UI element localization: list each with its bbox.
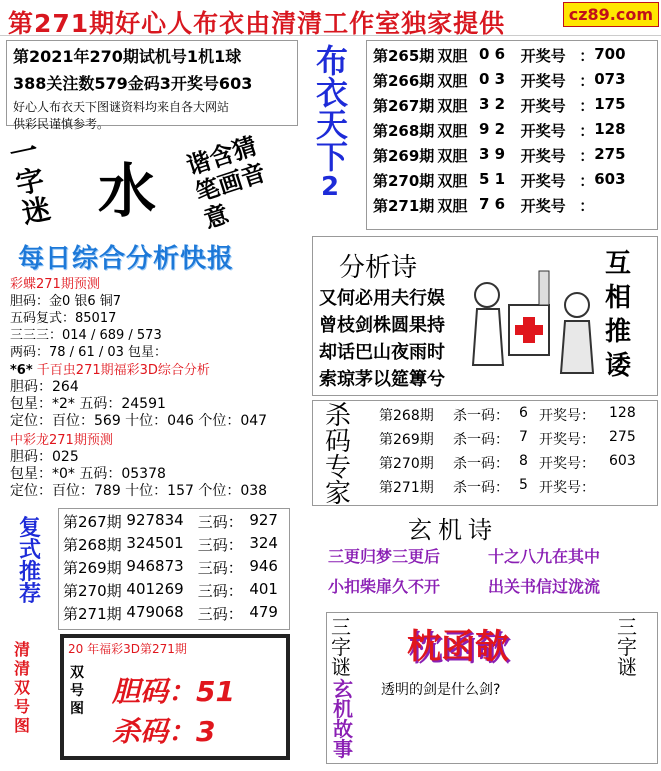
history-digits: 0 3 (478, 70, 506, 88)
shuanghao-box (60, 634, 290, 760)
kill-row (379, 453, 657, 477)
history-result: 603 (594, 170, 626, 188)
caidie-line3: 三三三：014 / 689 / 573 (10, 328, 162, 343)
history-row (373, 120, 651, 145)
history-digits: 7 6 (478, 195, 506, 213)
history-type: 双胆 (437, 147, 468, 165)
xuanji-title: 玄机诗 (408, 516, 498, 544)
kill-row (379, 405, 657, 429)
fushi-label: 三码： (197, 582, 243, 600)
intro-line4: 供彩民谨慎参考。 (13, 117, 110, 131)
kill-result: 128 (609, 405, 636, 421)
site-watermark[interactable]: cz89.com (563, 2, 659, 27)
poem-line-4: 索琼茅以筵篿兮 (319, 369, 445, 390)
kill-row (379, 477, 657, 501)
qianbaichong-head: 千百虫271期福彩3D综合分析 (36, 363, 210, 378)
kill-rows (379, 405, 657, 501)
poem-line-1: 又何必用夫行娱 (319, 288, 445, 309)
fushi-row (63, 603, 285, 626)
xuanji-story: 玄机故事 (333, 677, 353, 761)
fushi-period: 第267期 (63, 513, 122, 531)
kill-kill: 杀一码： (453, 408, 509, 424)
kill-period: 第270期 (379, 456, 434, 472)
sanzimi-left: 三字谜 (331, 615, 351, 679)
kill-label: 开奖号： (539, 408, 595, 424)
kill-kill: 杀一码： (453, 480, 509, 496)
kill-result (609, 477, 649, 501)
qianbaichong-section (10, 362, 320, 430)
fushi-value: 946 (249, 557, 278, 575)
history-label: 开奖号 (520, 172, 566, 190)
poem-side-text: 互相推诿 (605, 249, 632, 381)
history-row (373, 70, 651, 95)
fushi-row (63, 557, 285, 580)
caidie-line4: 两码：78 / 61 / 03 包星： (10, 345, 168, 360)
kill-label: 杀码专家 (325, 401, 352, 509)
buyi-text: 布衣天下 (311, 44, 349, 172)
fushi-code: 401269 (126, 580, 184, 598)
fushi-label: 三码： (197, 605, 243, 623)
poem-line-2: 曾枝剑株圆果持 (319, 315, 445, 336)
fushi-label: 三码： (197, 513, 243, 531)
kill-digit: 8 (519, 453, 528, 469)
kill-label: 开奖号： (539, 432, 595, 448)
qianbaichong-line1: 胆码：264 (10, 379, 79, 395)
history-type: 双胆 (437, 197, 468, 215)
colon: ： (579, 47, 595, 65)
fushi-row (63, 534, 285, 557)
one-word-riddle-label: 一字迷 (6, 133, 54, 231)
intro-line1: 第2021年270期试机号1机1球 (13, 47, 242, 66)
history-digits: 3 9 (478, 145, 506, 163)
caidie-head: 彩蝶271期预测 (10, 277, 100, 292)
history-period: 第270期 (373, 172, 435, 190)
history-period: 第266期 (373, 72, 435, 90)
zhongcailong-head: 中彩龙271期预测 (10, 433, 113, 448)
history-period: 第267期 (373, 97, 435, 115)
fushi-code: 479068 (126, 603, 184, 621)
fushi-period: 第269期 (63, 559, 122, 577)
intro-line3: 好心人布衣天下图谜资料均来自各大网站 (13, 100, 230, 114)
zhongcailong-section (10, 432, 320, 500)
history-digits: 9 2 (478, 120, 506, 138)
kill-digit: 7 (519, 429, 528, 445)
qianbaichong-line2: 包星：*2* 五码：24591 (10, 396, 166, 412)
history-label: 开奖号 (520, 197, 566, 215)
fushi-value: 479 (249, 603, 278, 621)
caidie-line5: *6* (10, 363, 33, 378)
history-row (373, 170, 651, 195)
fushi-code: 927834 (126, 511, 184, 529)
history-table (366, 40, 658, 230)
qianbaichong-line3: 定位：百位：569 十位：046 个位：047 (10, 413, 268, 429)
fushi-value: 401 (249, 580, 278, 598)
history-result (594, 195, 651, 220)
xuanji-line2b: 出关书信过泷流 (488, 577, 601, 596)
history-result: 128 (594, 120, 626, 138)
kill-digit: 5 (519, 477, 528, 493)
shuanghao-dan: 胆码：51 (112, 675, 235, 708)
fushi-period: 第271期 (63, 605, 122, 623)
buyi-number: 2 (320, 172, 340, 202)
history-result: 175 (594, 95, 626, 113)
history-row (373, 195, 651, 220)
history-row (373, 45, 651, 70)
caidie-line1: 胆码：金0 银6 铜7 (10, 294, 122, 309)
fushi-value: 927 (249, 511, 278, 529)
fushi-period: 第270期 (63, 582, 122, 600)
intro-box (6, 40, 298, 131)
fushi-row (63, 511, 285, 534)
buyi-vertical (302, 44, 358, 224)
history-row (373, 145, 651, 170)
poem-box (312, 236, 658, 396)
kill-kill: 杀一码： (453, 432, 509, 448)
xuanji-line1a: 三更归梦三更后 (328, 547, 441, 566)
zhongcailong-line1: 胆码：025 (10, 449, 79, 465)
history-type: 双胆 (437, 97, 468, 115)
history-result: 073 (594, 70, 626, 88)
zhongcailong-line3: 定位：百位：789 十位：157 个位：038 (10, 483, 268, 499)
history-label: 开奖号 (520, 47, 566, 65)
kill-kill: 杀一码： (453, 456, 509, 472)
fushi-label-box (6, 508, 58, 628)
history-type: 双胆 (437, 47, 468, 65)
fushi-label: 三码： (197, 536, 243, 554)
history-label: 开奖号 (520, 122, 566, 140)
sanzimi-word: 枕函欹 (407, 627, 509, 667)
qingqing-label: 清清双号图 (14, 640, 31, 735)
kill-result: 275 (609, 429, 636, 445)
shuanghao-side: 双号图 (70, 665, 84, 717)
fushi-row (63, 580, 285, 603)
history-label: 开奖号 (520, 72, 566, 90)
history-period: 第268期 (373, 122, 435, 140)
history-type: 双胆 (437, 72, 468, 90)
kill-section (312, 400, 658, 509)
fushi-value: 324 (249, 534, 278, 552)
history-type: 双胆 (437, 172, 468, 190)
kill-row (379, 429, 657, 453)
fushi-period: 第268期 (63, 536, 122, 554)
riddle-hint: 谐含猜笔画音意 (183, 131, 270, 234)
sanzimi-section (326, 612, 658, 764)
history-digits: 5 1 (478, 170, 506, 188)
sanzimi-right: 三字谜 (617, 615, 637, 679)
fushi-label: 复式推荐 (19, 516, 42, 607)
history-digits: 0 6 (478, 45, 506, 63)
history-label: 开奖号 (520, 147, 566, 165)
history-period: 第269期 (373, 147, 435, 165)
kill-period: 第271期 (379, 480, 434, 496)
xuanji-line1b: 十之八九在其中 (488, 547, 601, 566)
kill-digit: 6 (519, 405, 528, 421)
sanzimi-question: 透明的剑是什么剑? (381, 682, 501, 698)
kill-label: 开奖号： (539, 456, 595, 472)
history-label: 开奖号 (520, 97, 566, 115)
kill-period: 第268期 (379, 408, 434, 424)
fushi-table (58, 508, 290, 630)
colon: ： (579, 72, 595, 90)
colon: ： (579, 147, 595, 165)
zhongcailong-line2: 包星：*0* 五码：05378 (10, 466, 166, 482)
poem-lines (319, 285, 445, 393)
poem-title: 分析诗 (339, 253, 418, 283)
kill-label: 开奖号： (539, 480, 595, 496)
doctor-illustration (469, 265, 599, 385)
caidie-line2: 五码复式：85017 (10, 311, 117, 326)
history-type: 双胆 (437, 122, 468, 140)
shuanghao-sha: 杀码：3 (112, 715, 216, 748)
history-result: 275 (594, 145, 626, 163)
page-title: 第271期好心人布衣由清清工作室独家提供 (0, 0, 661, 36)
fushi-code: 946873 (126, 557, 184, 575)
history-row (373, 95, 651, 120)
fushi-label: 三码： (197, 559, 243, 577)
history-period: 第265期 (373, 47, 435, 65)
riddle-area (6, 130, 298, 234)
daily-analysis-title: 每日综合分析快报 (18, 244, 235, 274)
colon: ： (579, 197, 595, 215)
history-result: 700 (594, 45, 626, 63)
caidie-section (10, 276, 310, 361)
colon: ： (579, 122, 595, 140)
riddle-character: 水 (98, 157, 157, 225)
xuanji-line2a: 小扣柴扉久不开 (328, 577, 441, 596)
intro-line2: 388关注数579金码3开奖号603 (13, 74, 253, 93)
history-digits: 3 2 (478, 95, 506, 113)
shuanghao-head: 20 年福彩3D第271期 (68, 642, 187, 656)
xuanji-section (300, 508, 658, 608)
kill-period: 第269期 (379, 432, 434, 448)
history-period: 第271期 (373, 197, 435, 215)
fushi-code: 324501 (126, 534, 184, 552)
kill-result: 603 (609, 453, 636, 469)
colon: ： (579, 97, 595, 115)
poem-line-3: 却话巴山夜雨时 (319, 342, 445, 363)
colon: ： (579, 172, 595, 190)
